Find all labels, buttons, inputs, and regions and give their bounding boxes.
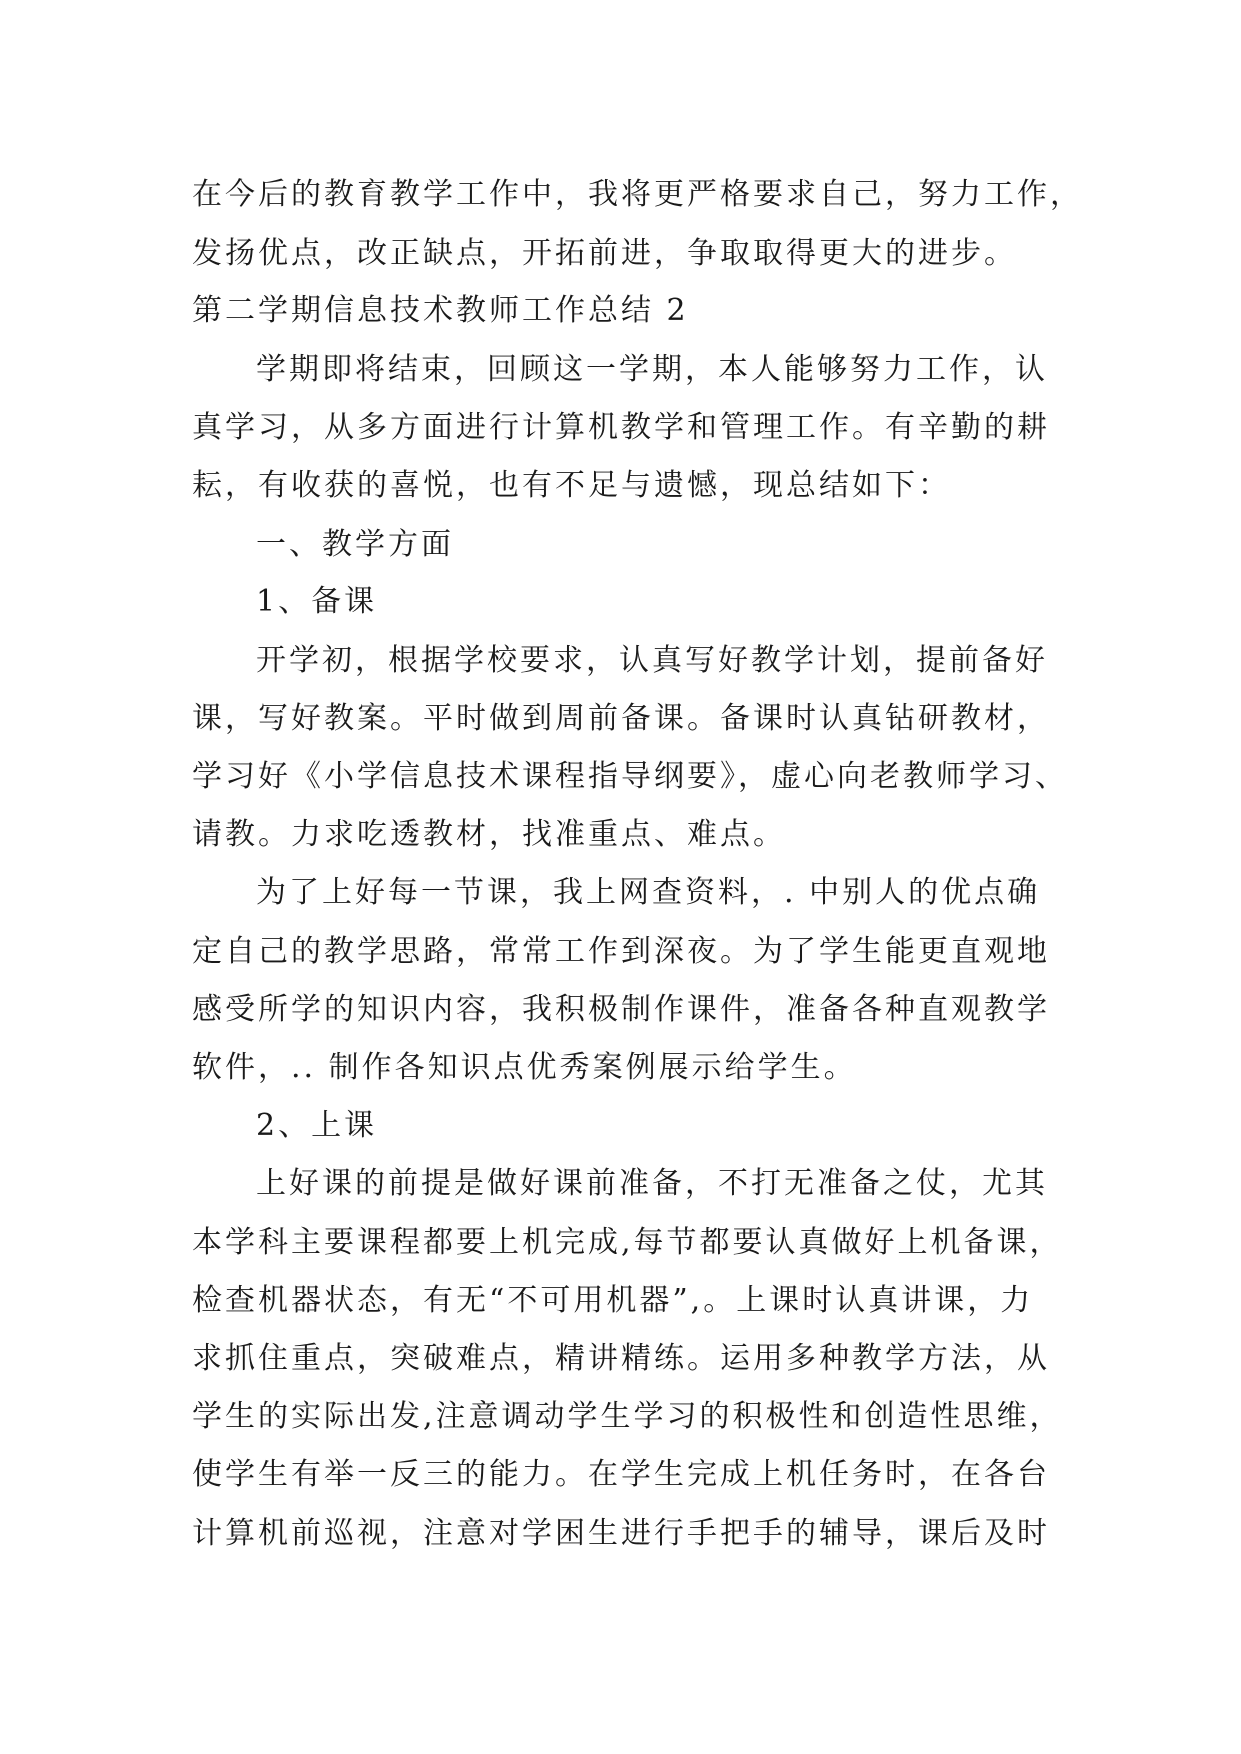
body-text-line: 检查机器状态，有无“不可用机器”,。上课时认真讲课，力 (192, 1283, 1034, 1318)
body-text-line: 本学科主要课程都要上机完成,每节都要认真做好上机备课， (192, 1225, 1063, 1260)
body-text-line: 学习好《小学信息技术课程指导纲要》，虚心向老教师学习、 (192, 759, 1068, 794)
section-title: 第二学期信息技术教师工作总结 2 (192, 293, 689, 328)
body-text-line: 定自己的教学思路，常常工作到深夜。为了学生能更直观地 (192, 934, 1050, 969)
body-text-line: 发扬优点，改正缺点，开拓前进，争取取得更大的进步。 (192, 236, 1017, 271)
body-text-line: 计算机前巡视，注意对学困生进行手把手的辅导，课后及时 (192, 1516, 1050, 1551)
paragraph-first-line: 开学初，根据学校要求，认真写好教学计划，提前备好 (256, 643, 1048, 678)
body-text-line: 耘，有收获的喜悦，也有不足与遗憾，现总结如下： (192, 468, 951, 503)
body-text-line: 课，写好教案。平时做到周前备课。备课时认真钻研教材， (192, 701, 1050, 736)
body-text-line: 学生的实际出发,注意调动学生学习的积极性和创造性思维， (192, 1399, 1063, 1434)
body-text-line: 在今后的教育教学工作中，我将更严格要求自己，努力工作， (192, 177, 1083, 212)
paragraph-first-line: 上好课的前提是做好课前准备，不打无准备之仗，尤其 (256, 1166, 1048, 1201)
body-text-line: 真学习，从多方面进行计算机教学和管理工作。有辛勤的耕 (192, 410, 1050, 445)
subheading-teaching: 一、教学方面 (256, 527, 454, 562)
body-text-line: 求抓住重点，突破难点，精讲精练。运用多种教学方法，从 (192, 1341, 1050, 1376)
subheading-class: 2、上课 (256, 1108, 378, 1143)
paragraph-first-line: 学期即将结束，回顾这一学期，本人能够努力工作，认 (256, 352, 1048, 387)
body-text-line: 使学生有举一反三的能力。在学生完成上机任务时，在各台 (192, 1457, 1050, 1492)
body-text-line: 软件，.. 制作各知识点优秀案例展示给学生。 (192, 1050, 857, 1085)
body-text-line: 请教。力求吃透教材，找准重点、难点。 (192, 817, 786, 852)
subheading-lesson-prep: 1、备课 (256, 584, 378, 619)
body-text-line: 感受所学的知识内容，我积极制作课件，准备各种直观教学 (192, 992, 1050, 1027)
paragraph-first-line: 为了上好每一节课，我上网查资料，. 中别人的优点确 (256, 875, 1041, 910)
